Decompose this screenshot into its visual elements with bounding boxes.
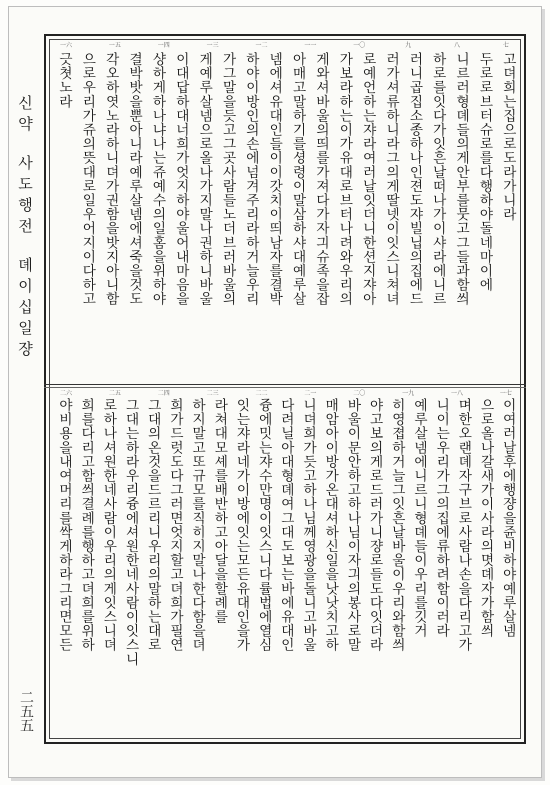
text-column: 이여러날후에행쟝을쥰비하야예루살넴	[499, 398, 516, 638]
text-column: 가그말을듯고그곳사람들노더브러바울의	[219, 52, 236, 306]
bottom-text-section	[50, 398, 522, 738]
text-column: 바울이문안하고하나님이자긔의봉사로말	[344, 398, 361, 652]
verse-mark: 二五	[108, 390, 121, 397]
text-column: 니이는우리가그의집에류하려함이러라	[433, 398, 450, 638]
text-column: 다려닐아대형뎨여그대도보는바에유대인	[277, 398, 294, 652]
text-column: 으로우리가쥬의뜻대로일우어지이다하고	[79, 52, 96, 306]
verse-mark: 一一	[304, 42, 317, 49]
text-column: 하야이방인의손에넘겨주리라하거늘우리	[242, 52, 259, 306]
text-column: 으로올나갈새가이사라의몃뎨자가함씌	[477, 398, 494, 638]
text-column: 즁에밋는쟈수만명이잇스니다률법에열심	[255, 398, 272, 652]
verse-mark: 一七	[499, 390, 512, 397]
text-column: 두로로브터슈로를다행하야돌네마이에	[476, 52, 493, 292]
verse-mark: 八	[453, 42, 460, 49]
text-column: 긋쳣노라	[56, 52, 72, 109]
verse-mark: 二二	[255, 390, 268, 397]
verse-mark: 一四	[157, 42, 170, 49]
verse-mark: 九	[405, 42, 412, 49]
verse-mark: 二四	[157, 390, 170, 397]
verse-mark: 二一	[304, 390, 317, 397]
book-name: 신약	[16, 95, 34, 137]
text-column: 넴에셔유대인들이이갓치이띄남자를결박	[266, 52, 283, 306]
text-column: 야고보의게로드러가니쟝로들도다잇더라	[366, 398, 383, 652]
text-column: 그대의온것을드르리니우리의말하는대로	[144, 398, 161, 652]
text-column: 아매고말하기를셩령이말삼하샤대예루살	[289, 52, 306, 306]
book-title: 사도행전	[16, 155, 34, 239]
text-column: 하지말고또규모를직히지말나한다함을뎌	[189, 398, 206, 652]
verse-mark: 一九	[402, 390, 415, 397]
text-column: 니르러형뎨들의게안부를뭇고그들과함씌	[453, 52, 470, 306]
text-column: 희를다리고함씌결례를행하고뎌희를위하	[78, 398, 95, 652]
text-column: 라쳐대모셰를배반하고아달을할례를	[211, 398, 228, 624]
text-column: 게와셔바울의띄를가져다가자긔슈족을잡	[312, 52, 329, 306]
verse-mark: 一八	[450, 390, 463, 397]
text-column: 이대답하대너희가엇지하야울어내마음을	[172, 52, 189, 306]
text-column: 잇는쟈라네가이방에잇는모든유대인을가	[233, 398, 250, 652]
margin-running-title	[10, 95, 36, 695]
verse-mark: 一六	[59, 42, 72, 49]
text-column: 샹하게하나냐나는쥬예수의일홈을위하야	[149, 52, 166, 306]
text-column: 희가드럿도다그러면엇지할고뎌희가필연	[166, 398, 183, 652]
top-text-section	[50, 52, 522, 382]
verse-mark: 一二	[255, 42, 268, 49]
text-column: 고뎌희는집으로도라가니라	[499, 52, 516, 222]
text-column: 야비용을내여머리를싹게하라그리면모든	[56, 398, 72, 652]
text-column: 각오하엿노라하니뎌가권함을밧지아니함	[102, 52, 119, 306]
text-column: 러가셔류하니라그의게딸넷이잇스니쳐녀	[383, 52, 400, 306]
verse-mark: 二三	[206, 390, 219, 397]
text-column: 매암아이방가온대셔하신일을낫낫치고하	[322, 398, 339, 652]
verse-mark: 二〇	[353, 390, 366, 397]
text-column: 히영졉하거늘그잇흔날바울이우리와함씌	[388, 398, 405, 652]
text-column: 러니곱집소종하나인젼도쟈빌닙의집에드	[406, 52, 423, 306]
verse-mark: 二六	[59, 390, 72, 397]
text-column: 로예언하는쟈라여러날잇더니한션지쟈아	[359, 52, 376, 306]
page-number: 二五五	[18, 690, 34, 732]
text-column: 로하나셔원한네사람이우리의게잇스니뎌	[100, 398, 117, 652]
verse-mark: 一〇	[353, 42, 366, 49]
text-column: 게예루살넴으로올나가지말나권하니바울	[196, 52, 213, 306]
text-column: 결박밧을뿐아니라예루살넴에셔죽을것도	[126, 52, 143, 306]
text-column: 가보라하는이가유대로브터나려와우리의	[336, 52, 353, 306]
verse-mark: 一五	[108, 42, 121, 49]
verse-mark: 七	[502, 42, 509, 49]
text-column: 하로를잇다가잇흔날떠나가이샤라에니르	[429, 52, 446, 306]
top-verse-marks	[50, 40, 522, 49]
text-column: 그대는하라우리즁에셔원한네사람이잇스니	[122, 398, 139, 666]
text-column: 예루살넴에니르니형뎨들이우리를깃거	[411, 398, 427, 638]
text-column: 니뎌희가듯고하나님께영광을돌니고바울	[300, 398, 317, 652]
verse-mark: 一三	[206, 42, 219, 49]
chapter-label: 뎨이십일쟝	[16, 257, 34, 362]
section-divider	[44, 384, 526, 385]
bottom-verse-marks	[50, 388, 522, 397]
text-column: 며한오랜뎨자구브로사람나손을다리고가	[455, 398, 472, 652]
